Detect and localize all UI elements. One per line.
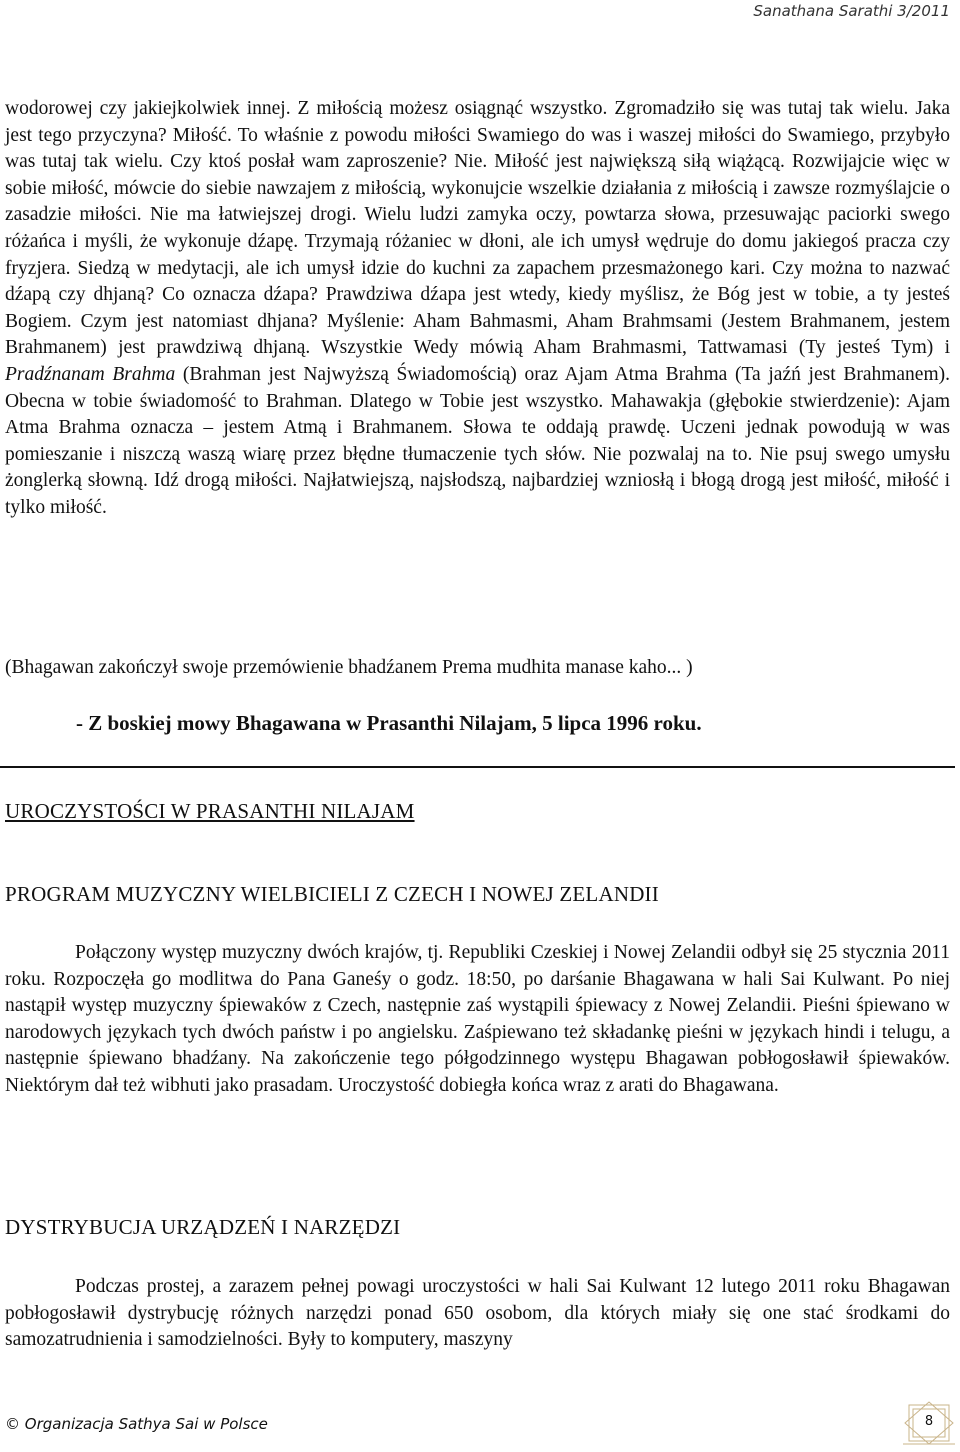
page-number-badge bbox=[903, 1401, 955, 1445]
section-heading: UROCZYSTOŚCI W PRASANTHI NILAJAM bbox=[5, 799, 415, 823]
source-line: - Z boskiej mowy Bhagawana w Prasanthi Nilajam, 5 lipca 1996 roku. bbox=[76, 711, 702, 735]
music-program-paragraph: Połączony występ muzyczny dwóch krajów, tj. Republiki Czeskiej i Nowej Zelandii odbył się 25 stycznia 2011 roku. Rozpoczęła go modlitwa do Pana Ganeśy o godz. 18:50, po darśanie Bhagawana w hali Sai Kulwant. Po niej nastąpił występ muzyczny śpiewaków z Czech, następnie zaś wystąpili śpiewacy z Nowej Zelandii. Pieśni śpiewano w narodowych językach tych dwóch państw i po angielsku. Zaśpiewano też składankę pieśni w językach hindi i telugu, a następnie śpiewano bhadźany. Na zakończenie tego półgodzinnego występu Bhagawan pobłogosławił śpiewaków. Niektórym dał też wibhuti jako prasadam. Uroczystość dobiegła końca wraz z arati do Bhagawana. bbox=[5, 942, 950, 1096]
speech-paragraph bbox=[5, 96, 950, 522]
tool-distribution-paragraph: Podczas prostej, a zarazem pełnej powagi uroczystości w hali Sai Kulwant 12 lutego 2011 roku Bhagawan pobłogosławił dystrybucję różnych narzędzi ponad 650 osobom, dla których miały się one stać środkami do samozatrudnienia i samodzielności. Były to komputery, maszyny bbox=[5, 1276, 950, 1351]
speech-text-part1: wodorowej czy jakiejkolwiek innej. Z miłością możesz osiągnąć wszystko. Zgromadziło się was tutaj tak wielu. Jaka jest tego przyczyna? Miłość. To właśnie z powodu miłości Swamiego do was i waszej miłości do Swamiego, przybyło was tutaj tak wielu. Czy ktoś posłał wam zaproszenie? Nie. Miłość jest największą siłą wiążącą. Rozwijajcie więc w sobie miłość, mówcie do siebie nawzajem z miłością, wykonujcie wszelkie działania z miłością i zawsze rozmyślajcie o zasadzie miłości. Nie ma łatwiejszej drogi. Wielu ludzi zamyka oczy, powtarza słowa, przesuwając paciorki swego różańca i myśli, że wykonuje dźapę. Trzymają różaniec w dłoni, ale ich umysł wędruje do domu jakiegoś pracza czy fryzjera. Siedzą w medytacji, ale ich umysł idzie do kuchni za zapachem przesmażonego kari. Czy można to nazwać dźapą czy dhjaną? Co oznacza dźapa? Prawdziwa dźapa jest wtedy, kiedy myślisz, że Bóg jest w tobie, a ty jesteś Bogiem. Czym jest natomiast dhjana? Myślenie: Aham Bahmasmi, Aham Brahmsami (Jestem Brahmanem, jestem Brahmanem) jest prawdziwą dhjaną. Wszystkie Wedy mówią Aham Brahmasmi, Tattwamasi (Ty jesteś Tym) i bbox=[5, 98, 950, 359]
speech-text-part2: (Brahman jest Najwyższą Świadomością) oraz Ajam Atma Brahma (Ta jaźń jest Brahmanem). Obecna w tobie świadomość to Brahman. Dlatego w Tobie jest wszystko. Mahawakja (głębokie stwierdzenie): Ajam Atma Brahma oznacza – jestem Atmą i Brahmanem. Słowa te oddają prawdę. Uczeni jednak powodują w was pomieszanie i niszczą waszą wiarę przez błędne tłumaczenie tych słów. Nie pozwalaj na to. Nie psuj swego umysłu żonglerką słowną. Idź drogą miłości. Najłatwiejszą, najsłodszą, najbardziej wzniosłą i błogą drogą jest miłość, miłość i tylko miłość. bbox=[5, 363, 950, 518]
page-number: 8 bbox=[924, 1414, 934, 1429]
closing-note: (Bhagawan zakończył swoje przemówienie bhadźanem Prema mudhita manase kaho... ) bbox=[5, 657, 693, 678]
speech-text-italic: Pradźnanam Brahma bbox=[5, 363, 176, 385]
subheading-tool-distribution: DYSTRYBUCJA URZĄDZEŃ I NARZĘDZI bbox=[5, 1215, 401, 1239]
section-divider bbox=[0, 766, 955, 768]
footer-copyright: © Organizacja Sathya Sai w Polsce bbox=[5, 1415, 268, 1433]
subheading-music-program: PROGRAM MUZYCZNY WIELBICIELI Z CZECH I NOWEJ ZELANDII bbox=[5, 882, 659, 906]
publication-header: Sanathana Sarathi 3/2011 bbox=[753, 2, 950, 20]
